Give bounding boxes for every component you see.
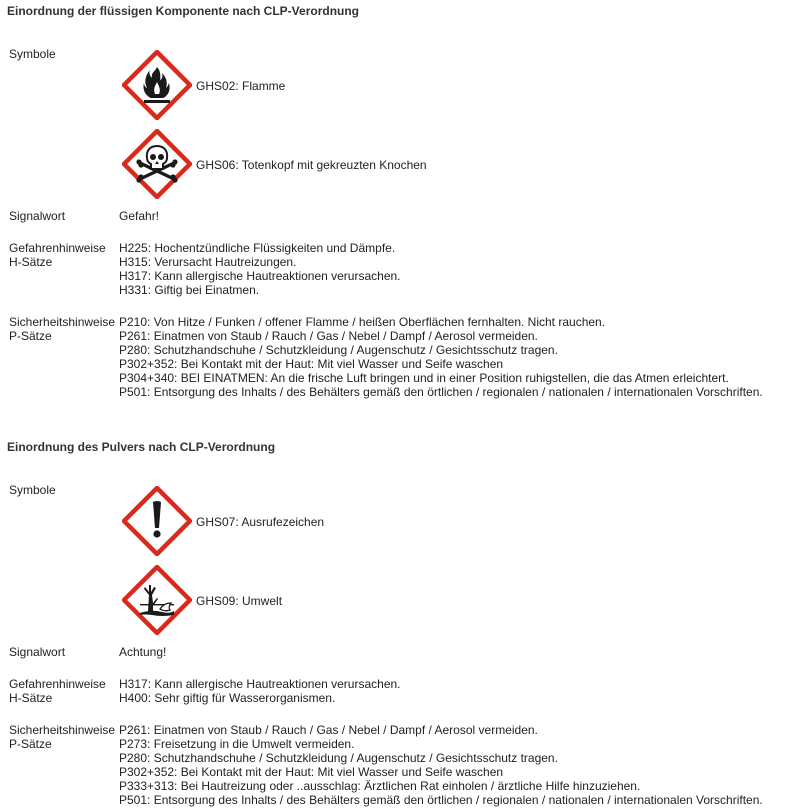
signal-word-label: Signalwort (9, 209, 66, 223)
environment-icon (122, 565, 192, 635)
pictogram-caption: GHS02: Flamme (196, 79, 286, 93)
h-statement: H317: Kann allergische Hautreaktionen verursachen. (119, 677, 401, 691)
p-label-line-1: Sicherheitshinweise (9, 723, 116, 737)
p-statement: P304+340: BEI EINATMEN: An die frische Luft bringen und in einer Position ruhigstellen, die das Atmen erleichtert. (119, 371, 729, 385)
pictogram-caption: GHS09: Umwelt (196, 594, 283, 608)
signal-word: Achtung! (119, 645, 167, 659)
p-statement: P210: Von Hitze / Funken / offener Flamme / heißen Oberflächen fernhalten. Nicht rauchen. (119, 315, 606, 329)
h-statements-label (9, 677, 106, 705)
flame-icon (122, 50, 192, 120)
h-label-line-2: H-Sätze (9, 255, 53, 269)
p-statement: P333+313: Bei Hautreizung oder ..ausschlag: Ärztlichen Rat einholen / ärztliche Hilfe hinzuziehen. (119, 779, 641, 793)
h-statement: H317: Kann allergische Hautreaktionen verursachen. (119, 269, 401, 283)
p-statement: P261: Einatmen von Staub / Rauch / Gas / Nebel / Dampf / Aerosol vermeiden. (119, 723, 538, 737)
p-statement: P280: Schutzhandschuhe / Schutzkleidung / Augenschutz / Gesichtsschutz tragen. (119, 751, 558, 765)
section-title: Einordnung der flüssigen Komponente nach CLP-Verordnung (7, 4, 360, 18)
h-statements-list (119, 677, 401, 705)
p-statements-label (9, 723, 115, 751)
p-label-line-2: P-Sätze (9, 737, 52, 751)
p-statement: P280: Schutzhandschuhe / Schutzkleidung / Augenschutz / Gesichtsschutz tragen. (119, 343, 558, 357)
h-label-line-1: Gefahrenhinweise (9, 677, 106, 691)
h-statement: H315: Verursacht Hautreizungen. (119, 255, 297, 269)
symbols-label: Symbole (9, 47, 56, 61)
signal-word: Gefahr! (119, 209, 160, 223)
p-statement: P501: Entsorgung des Inhalts / des Behälters gemäß den örtlichen / regionalen / nationalen / internationalen Vorschriften. (119, 793, 763, 807)
exclamation-mark-icon (122, 486, 192, 556)
h-statement: H331: Giftig bei Einatmen. (119, 283, 260, 297)
pictogram-caption: GHS07: Ausrufezeichen (196, 515, 325, 529)
p-statement: P302+352: Bei Kontakt mit der Haut: Mit viel Wasser und Seife waschen (119, 765, 504, 779)
p-statements-label (9, 315, 115, 343)
h-label-line-1: Gefahrenhinweise (9, 241, 106, 255)
h-statement: H400: Sehr giftig für Wasserorganismen. (119, 691, 336, 705)
p-statements-list (119, 723, 763, 807)
h-statement: H225: Hochentzündliche Flüssigkeiten und Dämpfe. (119, 241, 396, 255)
section-title: Einordnung des Pulvers nach CLP-Verordnung (7, 440, 276, 454)
p-statement: P273: Freisetzung in die Umwelt vermeiden. (119, 737, 355, 751)
symbols-label: Symbole (9, 483, 56, 497)
pictogram-caption: GHS06: Totenkopf mit gekreuzten Knochen (196, 158, 427, 172)
p-label-line-2: P-Sätze (9, 329, 52, 343)
h-label-line-2: H-Sätze (9, 691, 53, 705)
p-statements-list (119, 315, 763, 399)
p-label-line-1: Sicherheitshinweise (9, 315, 116, 329)
p-statement: P501: Entsorgung des Inhalts / des Behälters gemäß den örtlichen / regionalen / nationalen / internationalen Vorschriften. (119, 385, 763, 399)
p-statement: P261: Einatmen von Staub / Rauch / Gas / Nebel / Dampf / Aerosol vermeiden. (119, 329, 538, 343)
signal-word-label: Signalwort (9, 645, 66, 659)
p-statement: P302+352: Bei Kontakt mit der Haut: Mit viel Wasser und Seife waschen (119, 357, 504, 371)
h-statements-list (119, 241, 401, 297)
skull-crossbones-icon (122, 129, 192, 199)
h-statements-label (9, 241, 106, 269)
